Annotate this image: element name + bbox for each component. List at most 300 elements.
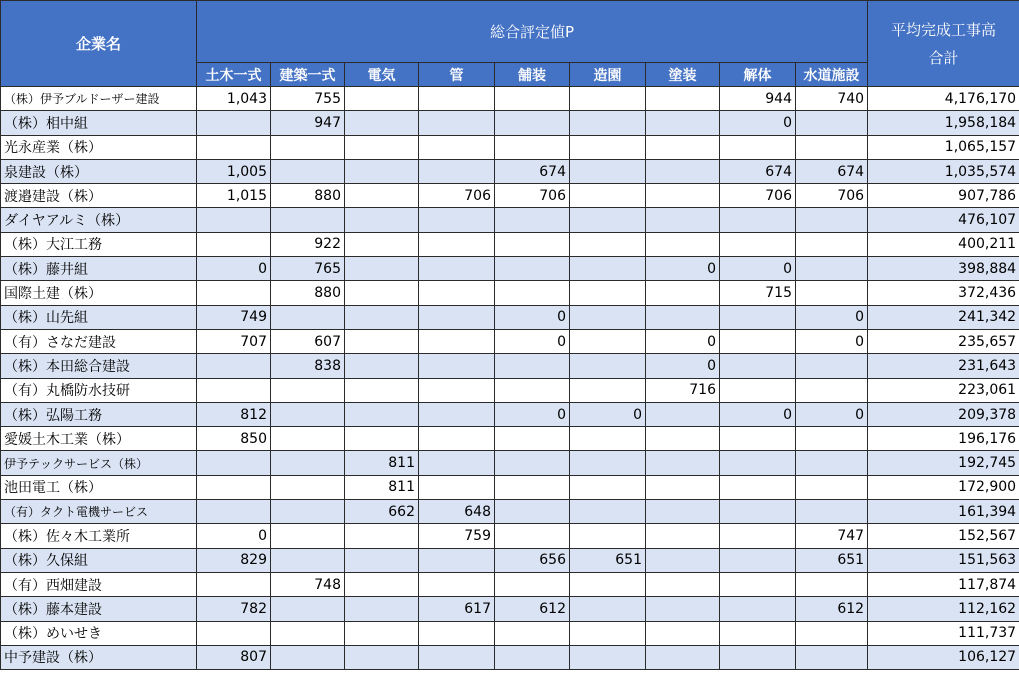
score-cell xyxy=(495,621,570,645)
score-cell: 607 xyxy=(271,329,345,353)
score-cell: 617 xyxy=(419,597,495,621)
score-cell xyxy=(646,208,720,232)
score-cell xyxy=(345,159,419,183)
score-cell: 0 xyxy=(796,402,868,426)
company-name-cell: 泉建設（株） xyxy=(1,159,197,183)
avg-total-cell: 4,176,170 xyxy=(868,87,1019,111)
category-header: 電気 xyxy=(345,63,419,87)
avg-total-cell: 400,211 xyxy=(868,232,1019,256)
score-cell: 747 xyxy=(796,524,868,548)
score-cell xyxy=(570,645,646,669)
score-cell: 829 xyxy=(197,548,271,572)
score-cell xyxy=(419,475,495,499)
score-cell xyxy=(495,354,570,378)
score-cell xyxy=(419,305,495,329)
table-row xyxy=(1,281,1019,305)
score-cell xyxy=(419,354,495,378)
score-cell xyxy=(345,402,419,426)
score-cell xyxy=(720,475,796,499)
company-name-cell: （株）藤井組 xyxy=(1,257,197,281)
table-row xyxy=(1,451,1019,475)
score-cell xyxy=(419,135,495,159)
score-cell xyxy=(495,524,570,548)
category-header: 舗装 xyxy=(495,63,570,87)
score-cell xyxy=(271,402,345,426)
score-cell xyxy=(570,159,646,183)
company-name-cell: （有）丸橋防水技研 xyxy=(1,378,197,402)
score-cell xyxy=(796,232,868,256)
company-name-cell: 渡邉建設（株） xyxy=(1,184,197,208)
score-cell xyxy=(495,232,570,256)
score-cell xyxy=(419,621,495,645)
avg-total-cell: 111,737 xyxy=(868,621,1019,645)
score-cell: 0 xyxy=(720,111,796,135)
score-cell xyxy=(419,208,495,232)
score-cell xyxy=(570,281,646,305)
company-name-cell: 国際土建（株） xyxy=(1,281,197,305)
score-cell xyxy=(720,500,796,524)
score-cell xyxy=(197,475,271,499)
company-name-cell: （株）大江工務 xyxy=(1,232,197,256)
score-cell xyxy=(197,500,271,524)
score-cell xyxy=(419,329,495,353)
score-cell: 0 xyxy=(197,524,271,548)
score-cell xyxy=(570,208,646,232)
score-cell xyxy=(796,451,868,475)
score-cell: 706 xyxy=(796,184,868,208)
score-cell: 674 xyxy=(720,159,796,183)
score-cell xyxy=(646,232,720,256)
score-cell xyxy=(197,451,271,475)
score-cell xyxy=(570,354,646,378)
score-cell xyxy=(197,232,271,256)
score-cell xyxy=(345,111,419,135)
score-cell: 648 xyxy=(419,500,495,524)
score-cell xyxy=(419,159,495,183)
score-cell xyxy=(197,281,271,305)
company-name-cell: （株）めいせき xyxy=(1,621,197,645)
score-cell: 1,043 xyxy=(197,87,271,111)
score-cell: 755 xyxy=(271,87,345,111)
score-cell xyxy=(646,281,720,305)
score-cell xyxy=(646,645,720,669)
score-cell xyxy=(495,500,570,524)
score-cell: 811 xyxy=(345,475,419,499)
score-cell: 715 xyxy=(720,281,796,305)
table-row xyxy=(1,329,1019,353)
score-cell xyxy=(495,378,570,402)
table-row xyxy=(1,305,1019,329)
score-cell: 0 xyxy=(495,329,570,353)
score-cell xyxy=(796,621,868,645)
avg-total-cell: 172,900 xyxy=(868,475,1019,499)
avg-total-cell: 106,127 xyxy=(868,645,1019,669)
score-cell: 0 xyxy=(197,257,271,281)
score-cell xyxy=(345,597,419,621)
score-cell xyxy=(720,232,796,256)
table-row xyxy=(1,621,1019,645)
score-cell: 1,005 xyxy=(197,159,271,183)
score-cell xyxy=(197,208,271,232)
score-cell xyxy=(570,87,646,111)
avg-total-cell: 476,107 xyxy=(868,208,1019,232)
score-cell xyxy=(646,111,720,135)
score-cell xyxy=(419,281,495,305)
score-cell xyxy=(345,305,419,329)
score-cell xyxy=(345,184,419,208)
avg-total-header: 平均完成工事高 合計 xyxy=(868,1,1019,87)
table-row xyxy=(1,645,1019,669)
score-cell xyxy=(570,451,646,475)
table-row xyxy=(1,354,1019,378)
score-cell xyxy=(197,135,271,159)
score-cell xyxy=(720,305,796,329)
score-cell xyxy=(570,305,646,329)
table-row xyxy=(1,208,1019,232)
score-cell xyxy=(197,621,271,645)
category-header: 建築一式 xyxy=(271,63,345,87)
score-cell xyxy=(271,451,345,475)
score-cell xyxy=(197,111,271,135)
score-cell: 765 xyxy=(271,257,345,281)
score-cell xyxy=(720,597,796,621)
score-cell xyxy=(720,135,796,159)
table-row xyxy=(1,378,1019,402)
avg-total-cell: 151,563 xyxy=(868,548,1019,572)
score-cell xyxy=(271,208,345,232)
score-cell xyxy=(796,281,868,305)
score-cell xyxy=(345,135,419,159)
score-cell xyxy=(720,208,796,232)
score-cell: 656 xyxy=(495,548,570,572)
score-cell xyxy=(419,645,495,669)
score-cell xyxy=(271,159,345,183)
company-name-cell: 光永産業（株） xyxy=(1,135,197,159)
score-cell xyxy=(646,135,720,159)
score-cell xyxy=(271,475,345,499)
table-row xyxy=(1,524,1019,548)
score-cell xyxy=(570,427,646,451)
score-cell: 922 xyxy=(271,232,345,256)
score-cell: 0 xyxy=(495,402,570,426)
score-cell: 0 xyxy=(495,305,570,329)
avg-total-cell: 192,745 xyxy=(868,451,1019,475)
score-cell xyxy=(419,451,495,475)
avg-total-cell: 241,342 xyxy=(868,305,1019,329)
score-cell xyxy=(646,427,720,451)
score-cell xyxy=(197,354,271,378)
score-cell xyxy=(271,645,345,669)
score-cell xyxy=(345,354,419,378)
avg-total-cell: 1,035,574 xyxy=(868,159,1019,183)
company-name-cell: （株）弘陽工務 xyxy=(1,402,197,426)
table-row xyxy=(1,257,1019,281)
score-cell: 811 xyxy=(345,451,419,475)
score-cell xyxy=(570,184,646,208)
score-cell: 880 xyxy=(271,184,345,208)
score-cell xyxy=(419,87,495,111)
table-row xyxy=(1,184,1019,208)
score-cell xyxy=(345,572,419,596)
category-header: 塗装 xyxy=(646,63,720,87)
score-cell: 707 xyxy=(197,329,271,353)
score-cell xyxy=(419,548,495,572)
score-cell xyxy=(495,87,570,111)
score-cell xyxy=(419,402,495,426)
score-cell: 0 xyxy=(646,354,720,378)
avg-total-cell: 231,643 xyxy=(868,354,1019,378)
company-name-cell: （株）山先組 xyxy=(1,305,197,329)
company-name-cell: （株）相中組 xyxy=(1,111,197,135)
score-cell: 812 xyxy=(197,402,271,426)
score-cell xyxy=(419,572,495,596)
score-cell: 944 xyxy=(720,87,796,111)
score-cell xyxy=(570,232,646,256)
score-cell xyxy=(495,572,570,596)
avg-total-cell: 112,162 xyxy=(868,597,1019,621)
score-cell xyxy=(720,548,796,572)
score-cell xyxy=(720,621,796,645)
score-cell xyxy=(646,500,720,524)
score-cell xyxy=(796,354,868,378)
score-cell xyxy=(796,208,868,232)
score-cell: 740 xyxy=(796,87,868,111)
score-cell xyxy=(646,451,720,475)
score-cell xyxy=(796,427,868,451)
score-cell: 0 xyxy=(720,402,796,426)
table-row xyxy=(1,111,1019,135)
score-cell xyxy=(570,500,646,524)
table-row xyxy=(1,597,1019,621)
score-cell xyxy=(720,645,796,669)
score-cell: 651 xyxy=(570,548,646,572)
category-header: 水道施設 xyxy=(796,63,868,87)
score-cell xyxy=(646,548,720,572)
category-header: 解体 xyxy=(720,63,796,87)
score-cell xyxy=(570,572,646,596)
score-cell xyxy=(570,257,646,281)
score-cell: 0 xyxy=(570,402,646,426)
score-cell: 0 xyxy=(796,329,868,353)
score-cell xyxy=(646,572,720,596)
score-cell xyxy=(720,572,796,596)
avg-total-cell: 152,567 xyxy=(868,524,1019,548)
company-name-cell: （有）さなだ建設 xyxy=(1,329,197,353)
score-cell xyxy=(646,524,720,548)
score-cell xyxy=(570,621,646,645)
score-cell: 0 xyxy=(796,305,868,329)
score-cell xyxy=(720,354,796,378)
company-name-cell: 中予建設（株） xyxy=(1,645,197,669)
score-cell xyxy=(271,621,345,645)
score-cell: 880 xyxy=(271,281,345,305)
score-cell: 1,015 xyxy=(197,184,271,208)
score-cell xyxy=(796,500,868,524)
score-cell xyxy=(570,329,646,353)
table-row xyxy=(1,135,1019,159)
score-cell: 850 xyxy=(197,427,271,451)
score-cell xyxy=(345,281,419,305)
score-cell xyxy=(271,378,345,402)
score-cell xyxy=(646,621,720,645)
score-cell xyxy=(495,475,570,499)
company-header: 企業名 xyxy=(1,1,197,87)
score-cell xyxy=(419,257,495,281)
score-cell xyxy=(495,281,570,305)
score-cell xyxy=(646,184,720,208)
score-cell: 759 xyxy=(419,524,495,548)
score-cell xyxy=(796,135,868,159)
score-cell xyxy=(720,427,796,451)
score-cell xyxy=(796,572,868,596)
score-cell xyxy=(345,524,419,548)
score-cell: 748 xyxy=(271,572,345,596)
score-cell: 0 xyxy=(646,257,720,281)
score-cell xyxy=(345,378,419,402)
avg-total-cell: 1,958,184 xyxy=(868,111,1019,135)
score-cell: 662 xyxy=(345,500,419,524)
score-cell xyxy=(419,427,495,451)
score-cell xyxy=(197,572,271,596)
score-cell: 706 xyxy=(495,184,570,208)
score-cell: 706 xyxy=(419,184,495,208)
score-cell xyxy=(345,427,419,451)
score-cell xyxy=(796,645,868,669)
company-name-cell: （株）久保組 xyxy=(1,548,197,572)
table-row xyxy=(1,402,1019,426)
table-row xyxy=(1,232,1019,256)
score-cell xyxy=(796,111,868,135)
score-cell: 716 xyxy=(646,378,720,402)
company-name-cell: （有）西畑建設 xyxy=(1,572,197,596)
company-name-cell: （株）佐々木工業所 xyxy=(1,524,197,548)
score-cell: 0 xyxy=(646,329,720,353)
avg-total-cell: 209,378 xyxy=(868,402,1019,426)
score-cell xyxy=(720,378,796,402)
avg-total-cell: 235,657 xyxy=(868,329,1019,353)
score-cell xyxy=(570,378,646,402)
score-cell xyxy=(345,645,419,669)
avg-total-cell: 372,436 xyxy=(868,281,1019,305)
score-cell: 749 xyxy=(197,305,271,329)
company-name-cell: 池田電工（株） xyxy=(1,475,197,499)
category-header: 造園 xyxy=(570,63,646,87)
score-cell xyxy=(796,378,868,402)
company-name-cell: （株）藤本建設 xyxy=(1,597,197,621)
score-cell xyxy=(646,402,720,426)
score-cell xyxy=(271,427,345,451)
table-row xyxy=(1,572,1019,596)
score-cell: 706 xyxy=(720,184,796,208)
score-cell xyxy=(271,597,345,621)
score-cell xyxy=(720,524,796,548)
score-cell xyxy=(419,378,495,402)
score-cell xyxy=(646,305,720,329)
company-name-cell: （有）タクト電機サービス xyxy=(1,500,197,524)
table-row xyxy=(1,475,1019,499)
score-cell xyxy=(570,111,646,135)
score-cell xyxy=(495,208,570,232)
score-cell xyxy=(345,232,419,256)
score-cell: 674 xyxy=(796,159,868,183)
score-cell xyxy=(345,548,419,572)
score-cell xyxy=(570,135,646,159)
score-cell: 612 xyxy=(495,597,570,621)
score-cell xyxy=(345,329,419,353)
table-row xyxy=(1,87,1019,111)
score-group-header: 総合評定値P xyxy=(197,1,868,63)
score-cell xyxy=(197,378,271,402)
score-cell xyxy=(646,87,720,111)
score-cell xyxy=(345,87,419,111)
score-cell xyxy=(495,111,570,135)
score-cell xyxy=(271,135,345,159)
table-row xyxy=(1,548,1019,572)
category-header: 管 xyxy=(419,63,495,87)
score-cell: 651 xyxy=(796,548,868,572)
score-cell xyxy=(646,475,720,499)
table-row xyxy=(1,159,1019,183)
score-cell xyxy=(271,524,345,548)
score-cell xyxy=(570,597,646,621)
company-name-cell: 愛媛土木工業（株） xyxy=(1,427,197,451)
score-cell xyxy=(646,159,720,183)
avg-total-cell: 1,065,157 xyxy=(868,135,1019,159)
score-cell xyxy=(345,621,419,645)
score-cell: 807 xyxy=(197,645,271,669)
table-row xyxy=(1,500,1019,524)
score-cell xyxy=(419,232,495,256)
avg-total-cell: 196,176 xyxy=(868,427,1019,451)
company-name-cell: 伊予テックサービス（株） xyxy=(1,451,197,475)
company-name-cell: ダイヤアルミ（株） xyxy=(1,208,197,232)
score-cell xyxy=(720,451,796,475)
score-cell: 0 xyxy=(720,257,796,281)
score-cell xyxy=(570,524,646,548)
score-cell xyxy=(419,111,495,135)
score-cell xyxy=(646,597,720,621)
score-cell xyxy=(271,305,345,329)
score-cell xyxy=(495,451,570,475)
company-name-cell: （株）本田総合建設 xyxy=(1,354,197,378)
score-cell: 612 xyxy=(796,597,868,621)
score-cell: 947 xyxy=(271,111,345,135)
score-cell xyxy=(796,475,868,499)
score-cell xyxy=(570,475,646,499)
score-cell: 674 xyxy=(495,159,570,183)
score-cell xyxy=(720,329,796,353)
score-cell xyxy=(796,257,868,281)
category-header: 土木一式 xyxy=(197,63,271,87)
score-cell: 782 xyxy=(197,597,271,621)
score-cell xyxy=(271,500,345,524)
score-cell: 838 xyxy=(271,354,345,378)
score-cell xyxy=(495,645,570,669)
avg-total-cell: 907,786 xyxy=(868,184,1019,208)
avg-total-cell: 161,394 xyxy=(868,500,1019,524)
table-row xyxy=(1,427,1019,451)
company-name-cell: （株）伊予ブルドーザー建設 xyxy=(1,87,197,111)
score-cell xyxy=(345,257,419,281)
score-cell xyxy=(345,208,419,232)
score-cell xyxy=(271,548,345,572)
score-cell xyxy=(495,427,570,451)
avg-total-cell: 398,884 xyxy=(868,257,1019,281)
avg-total-cell: 223,061 xyxy=(868,378,1019,402)
score-cell xyxy=(495,135,570,159)
avg-total-cell: 117,874 xyxy=(868,572,1019,596)
score-cell xyxy=(495,257,570,281)
